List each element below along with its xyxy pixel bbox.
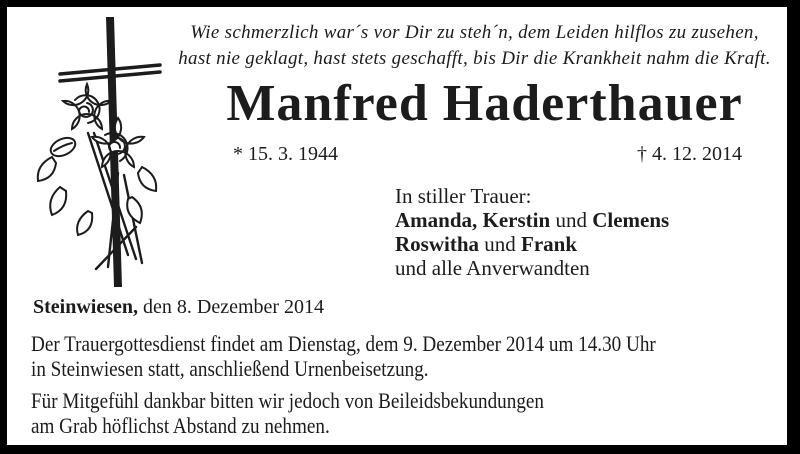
condolence-line-2: am Grab höflichst Abstand zu nehmen. xyxy=(31,413,330,438)
mourner-connector: und xyxy=(550,208,593,232)
mourner-names: Roswitha xyxy=(395,232,480,256)
place-dateline xyxy=(33,296,324,319)
mourners-line-2 xyxy=(395,232,669,256)
service-line-2: in Steinwiesen statt, anschließend Urnenbeisetzung. xyxy=(31,356,429,381)
mourner-names: Frank xyxy=(521,232,578,256)
dateline-date: den 8. Dezember 2014 xyxy=(138,296,325,318)
notice-content xyxy=(7,7,787,445)
condolence-note xyxy=(31,388,727,438)
mourning-intro: In stiller Trauer: xyxy=(395,184,532,208)
life-dates xyxy=(233,143,742,166)
epigraph-line-2: hast nie geklagt, hast stets geschafft, bis Dir die Krankheit nahm die Kraft. xyxy=(178,48,771,69)
mourner-names: Amanda, Kerstin xyxy=(395,208,551,232)
mourner-connector: und xyxy=(479,232,522,256)
rose-upper xyxy=(63,84,111,129)
service-info xyxy=(31,331,727,381)
service-line-1: Der Trauergottesdienst findet am Dienstag, dem 9. Dezember 2014 um 14.30 Uhr xyxy=(31,331,656,356)
epigraph xyxy=(162,20,787,72)
deceased-name: Manfred Haderthauer xyxy=(226,75,743,132)
mourners-closing: und alle Anverwandten xyxy=(395,256,590,280)
death-date: † 4. 12. 2014 xyxy=(637,143,742,165)
rose-leaves xyxy=(38,157,156,235)
condolence-line-1: Für Mitgefühl dankbar bitten wir jedoch von Beileidsbekundungen xyxy=(31,388,544,413)
birth-date: * 15. 3. 1944 xyxy=(233,143,338,165)
epigraph-line-1: Wie schmerzlich war´s vor Dir zu steh´n, dem Leiden hilflos zu zusehen, xyxy=(190,22,759,43)
mourners-block xyxy=(395,184,669,280)
city-name: Steinwiesen, xyxy=(33,296,138,318)
mourners-line-1 xyxy=(395,208,669,232)
mourner-names: Clemens xyxy=(592,208,670,232)
